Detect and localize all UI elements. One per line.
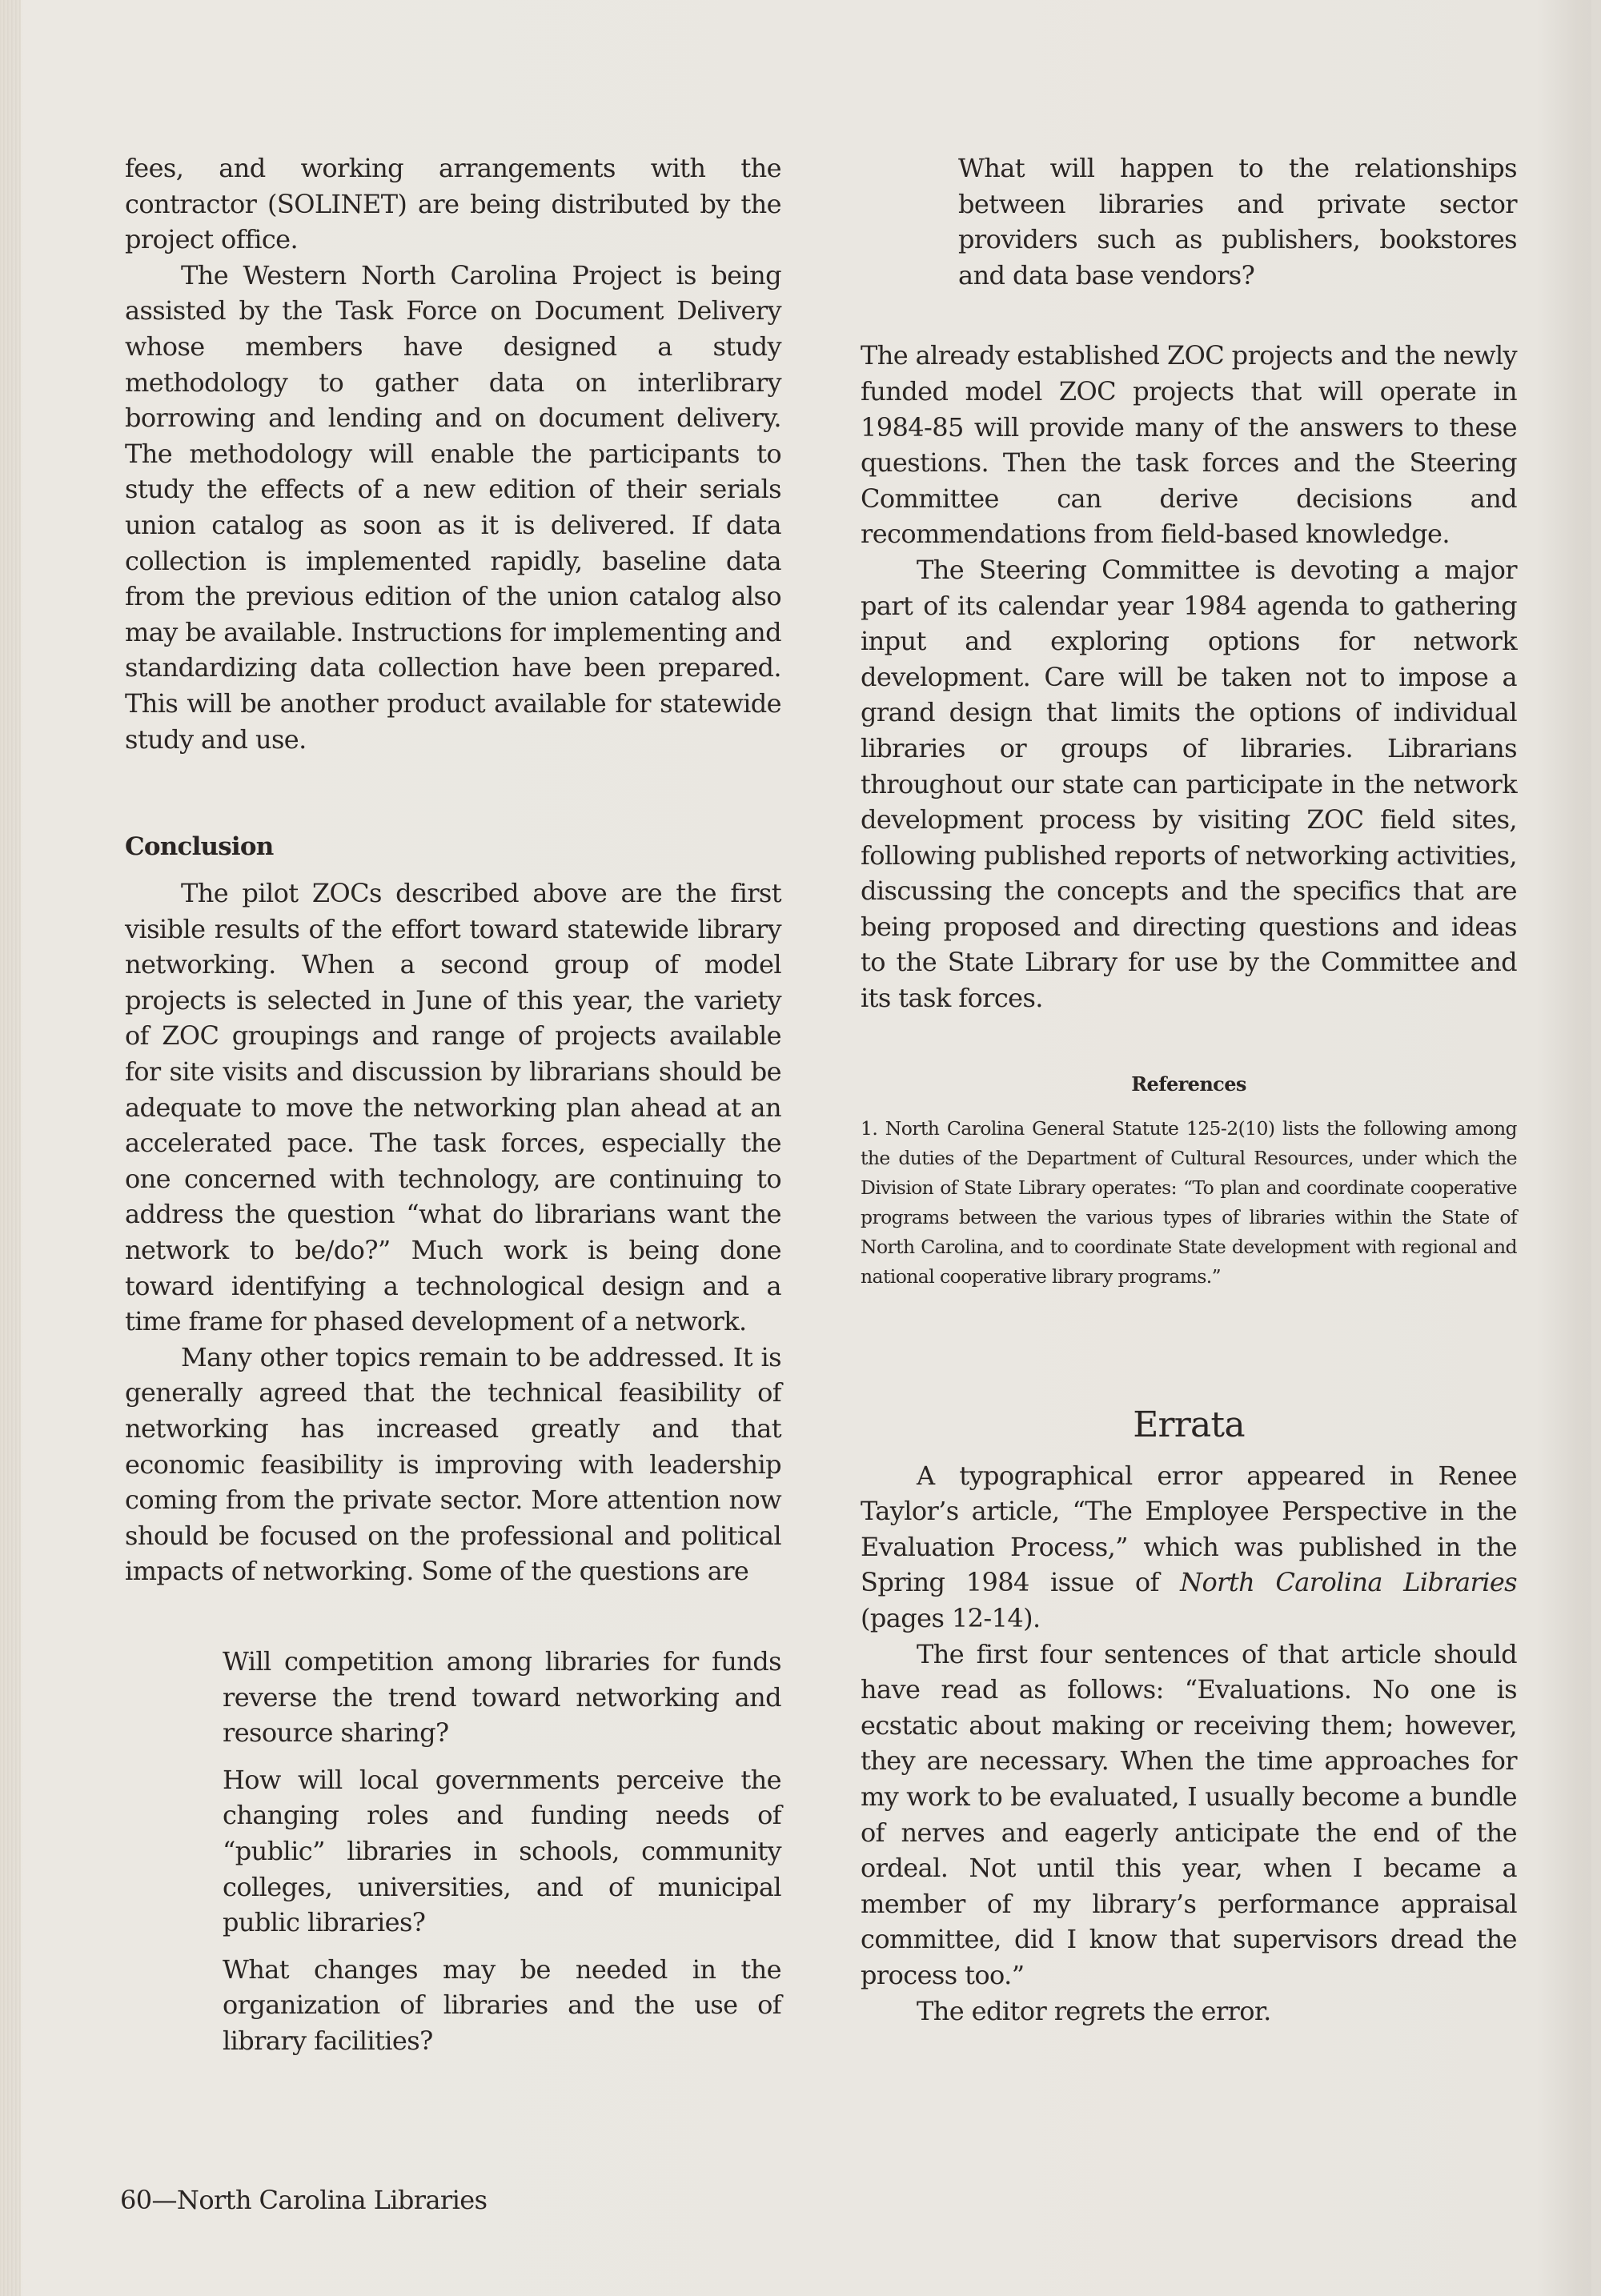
section-heading-conclusion: Conclusion bbox=[125, 832, 274, 862]
body-paragraph: The already established ZOC projects and the newly funded model ZOC projects that will operate in 1984-85 will provide many of the answers to these questions. Then the task forces and the Steering Committee can derive decisions and recommendations from field-based knowledge. bbox=[861, 340, 1517, 550]
body-paragraph: The Steering Committee is devoting a major part of its calendar year 1984 agenda to gathering input and exploring options for network development. Care will be taken not to impose a grand design that limits the options of individual libraries or groups of libraries. Librarians throughout our state can participate in the network development process by visiting ZOC field sites, following published reports of networking activities, discussing the concepts and the specifics that are being proposed and directing questions and ideas to the State Library for use by the Committee and its task forces. bbox=[861, 554, 1517, 1014]
question-list bbox=[223, 1644, 781, 2059]
reference-item: 1. North Carolina General Statute 125-2(10) lists the following among the duties of the Department of Cultural Resources, under which the Division of State Library operates: “To plan and coordinate cooperative programs between the various types of libraries within the State of North Carolina, and to coordinate State development with regional and national cooperative library programs.” bbox=[861, 1116, 1517, 1288]
spacer bbox=[125, 1589, 781, 1644]
references-heading: References bbox=[1131, 1072, 1246, 1096]
errata-paragraph: The first four sentences of that article should have read as follows: “Evaluations. No one is ecstatic about making or receiving them; however, they are necessary. When the time approaches for my work to be evaluated, I usually become a bundle of nerves and eagerly anticipate the end of the ordeal. Not until this year, when I became a member of my library’s performance appraisal committee, did I know that supervisors dread the process too.” bbox=[861, 1638, 1517, 1990]
page-edge bbox=[1591, 0, 1601, 2296]
question-item: What changes may be needed in the organization of libraries and the use of library facilities? bbox=[223, 1953, 781, 2056]
errata-paragraph bbox=[861, 1458, 1517, 1637]
right-column bbox=[861, 150, 1517, 2029]
body-paragraph: fees, and working arrangements with the contractor (SOLINET) are being distributed by the project office. bbox=[125, 153, 781, 255]
journal-title: North Carolina Libraries bbox=[1180, 1567, 1517, 1598]
page-footer: 60—North Carolina Libraries bbox=[120, 2185, 488, 2215]
errata-text: A typographical error appeared in Renee Taylor’s article, “The Employee Perspective in the Evaluation Process,” which was published in the Spring 1984 issue of bbox=[861, 1460, 1517, 1598]
question-item: What will happen to the relationships between libraries and private sector providers such as publishers, bookstores and data base vendors? bbox=[958, 153, 1517, 291]
question-list bbox=[958, 150, 1517, 293]
left-column bbox=[125, 150, 781, 2070]
question-item: Will competition among libraries for funds reverse the trend toward networking and resource sharing? bbox=[223, 1645, 781, 1749]
body-paragraph: Many other topics remain to be addressed. It is generally agreed that the technical feasibility of networking has increased greatly and that economic feasibility is improving with leadership coming from the private sector. More attention now should be focused on the professional and political impacts of networking. Some of the questions are bbox=[125, 1341, 781, 1587]
errata-heading: Errata bbox=[1133, 1404, 1245, 1445]
body-paragraph: The Western North Carolina Project is being assisted by the Task Force on Document Delivery whose members have designed a study methodology to gather data on interlibrary borrowing and lending and on document delivery. The methodology will enable the participants to study the effects of a new edition of their serials union catalog as soon as it is delivered. If data collection is implemented rapidly, baseline data from the previous edition of the union catalog also may be available. Instructions for implementing and standardizing data collection have been prepared. This will be another product available for statewide study and use. bbox=[125, 259, 781, 755]
errata-text: (pages 12-14). bbox=[861, 1603, 1041, 1634]
binding-edge bbox=[0, 0, 21, 2296]
errata-paragraph: The editor regrets the error. bbox=[917, 1995, 1271, 2026]
spacer bbox=[861, 304, 1517, 338]
body-paragraph: The pilot ZOCs described above are the first visible results of the effort toward statewide library networking. When a second group of model projects is selected in June of this year, the variety of ZOC groupings and range of projects available for site visits and discussion by librarians should be adequate to move the networking plan ahead at an accelerated pace. The task forces, especially the one concerned with technology, are continuing to address the question “what do librarians want the network to be/do?” Much work is being done toward identifying a technological design and a time frame for phased development of a network. bbox=[125, 878, 781, 1337]
question-item: How will local governments perceive the changing roles and funding needs of “public” libraries in schools, community colleges, universities, and of municipal public libraries? bbox=[223, 1764, 781, 1938]
